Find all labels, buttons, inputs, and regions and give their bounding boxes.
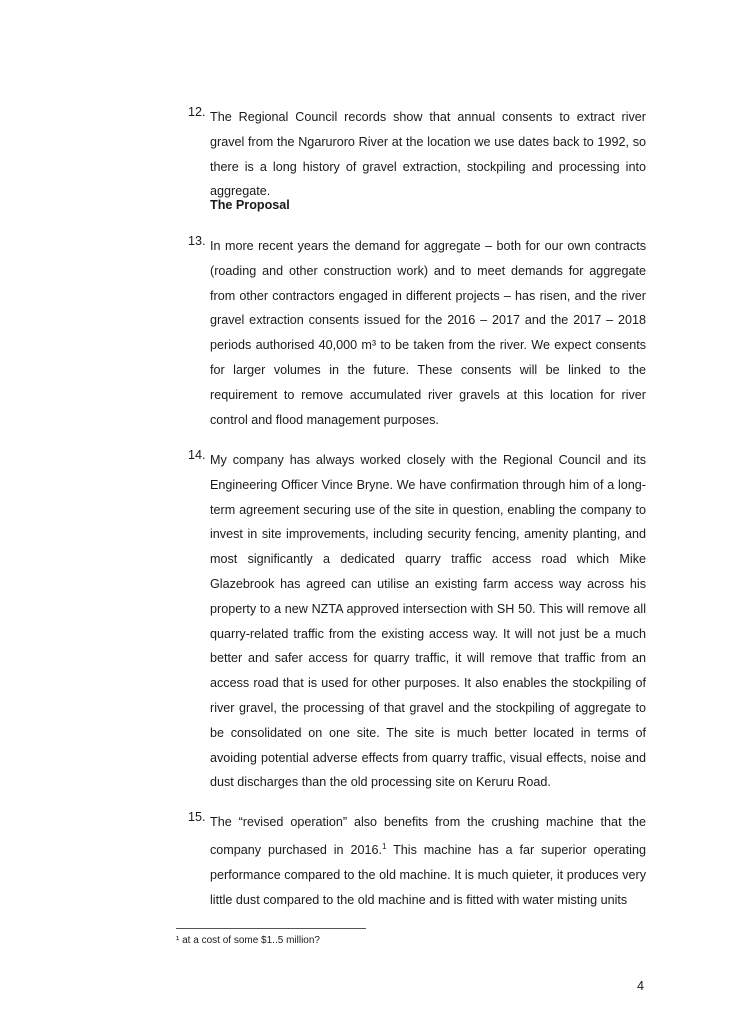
paragraph-text	[210, 810, 646, 912]
section-heading: The Proposal	[210, 198, 290, 212]
footnote-text: at a cost of some $1..5 million?	[179, 935, 320, 946]
paragraph-13	[188, 234, 646, 432]
page-number: 4	[637, 979, 645, 993]
footnote-marker: ¹	[176, 935, 180, 946]
paragraph-text: The Regional Council records show that annual consents to extract river gravel from the Ngaruroro River at the location we use dates back to 1992, so there is a long history of gravel extraction, stockpiling and processing into aggregate.	[210, 110, 646, 199]
footnote-separator	[176, 928, 366, 929]
paragraph-14	[188, 448, 646, 795]
paragraph-number: 14.	[188, 448, 206, 462]
paragraph-text: My company has always worked closely with the Regional Council and its Engineering Officer Vince Bryne. We have confirmation through him of a long-term agreement securing use of the site in question, enabling the company to invest in site improvements, including security fencing, amenity planting, and most significantly a dedicated quarry traffic access road which Mike Glazebrook has agreed can utilise an existing farm access way across his property to a new NZTA approved intersection with SH 50. This will remove all quarry-related traffic from the existing access way. It will not just be a much better and safer access for quarry traffic, it will remove that traffic from an access road that is used for other purposes. It also enables the stockpiling of river gravel, the processing of that gravel and the stockpiling of aggregate to be consolidated on one site. The site is much better located in terms of avoiding potential adverse effects from quarry traffic, visual effects, noise and dust discharges than the old processing site on Keruru Road.	[210, 453, 646, 790]
paragraph-number: 12.	[188, 105, 206, 119]
footnote-reference: 1	[381, 841, 387, 851]
paragraph-text-part: This machine has a far superior operating performance compared to the old machine. It is much quieter, it produces very little dust compared to the old machine and is fitted with water misting units	[210, 842, 646, 907]
paragraph-text-part: The “revised operation” also benefits from the crushing machine that the company purchased in 2016.	[210, 815, 646, 857]
paragraph-number: 15.	[188, 810, 206, 824]
paragraph-text: In more recent years the demand for aggregate – both for our own contracts (roading and other construction work) and to meet demands for aggregate from other contractors engaged in different projects – has risen, and the river gravel extraction consents issued for the 2016 – 2017 and the 2017 – 2018 periods authorised 40,000 m³ to be taken from the river. We expect consents for larger volumes in the future. These consents will be linked to the requirement to remove accumulated river gravels at this location for river control and flood management purposes.	[210, 239, 646, 427]
paragraph-15	[188, 810, 646, 912]
paragraph-12	[188, 105, 646, 204]
footnote	[176, 935, 320, 946]
paragraph-number: 13.	[188, 234, 206, 248]
